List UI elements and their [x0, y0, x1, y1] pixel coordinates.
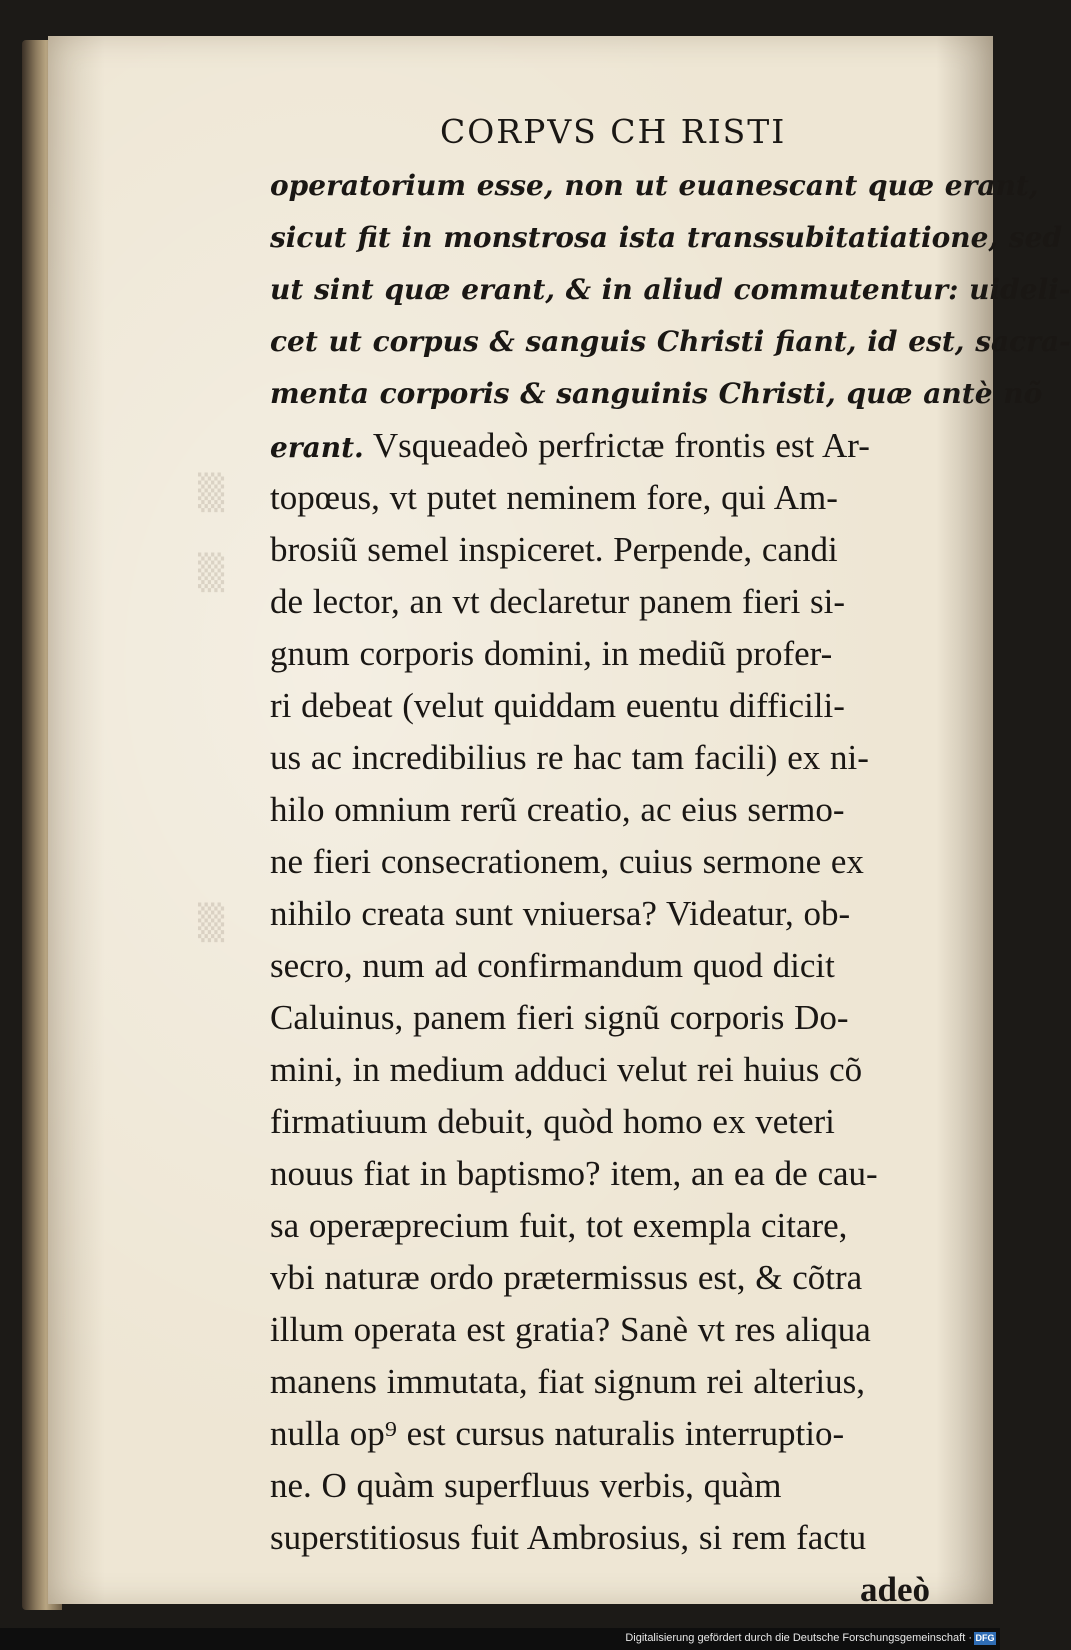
text-line: nouus fiat in baptismo? item, an ea de cau- — [270, 1154, 878, 1193]
text-line: ut sint quæ erant, & in aliud commutentur: uideli- — [270, 273, 1071, 306]
text-line: manens immutata, fiat signum rei alterius, — [270, 1362, 865, 1401]
text-line: mini, in medium adduci velut rei huius cõ — [270, 1050, 863, 1089]
bleed-through-mark: ▒ — [198, 553, 225, 593]
text-line: operatorium esse, non ut euanescant quæ erant, — [270, 169, 1039, 202]
bleed-through-mark: ▒ — [198, 473, 225, 513]
roman-fragment: Vsqueadeò perfrictæ frontis est Ar- — [363, 426, 870, 465]
text-line: firmatiuum debuit, quòd homo ex veteri — [270, 1102, 835, 1141]
text-line — [270, 420, 930, 472]
text-line: us ac incredibilius re hac tam facili) ex ni- — [270, 738, 869, 777]
text-line: ne fieri consecrationem, cuius sermone ex — [270, 842, 864, 881]
catchword: adeò — [860, 1570, 930, 1609]
text-line: de lector, an vt declaretur panem fieri si- — [270, 582, 846, 621]
text-line: illum operata est gratia? Sanè vt res aliqua — [270, 1310, 871, 1349]
text-line: nihilo creata sunt vniuersa? Videatur, ob- — [270, 894, 851, 933]
text-line: sicut fit in monstrosa ista transsubitatiatione, sed — [270, 221, 1063, 254]
text-line: topœus, vt putet neminem fore, qui Am- — [270, 478, 838, 517]
text-line: Caluinus, panem fieri signũ corporis Do- — [270, 998, 849, 1037]
text-line: superstitiosus fuit Ambrosius, si rem factu — [270, 1518, 867, 1557]
dfg-logo: DFG — [975, 1633, 995, 1643]
text-line: hilo omnium rerũ creatio, ac eius sermo- — [270, 790, 845, 829]
text-line: sa operæprecium fuit, tot exempla citare, — [270, 1206, 848, 1245]
running-head: CORPVS CH RISTI — [440, 112, 787, 151]
bleed-through-mark: ▒ — [198, 903, 225, 943]
text-line: menta corporis & sanguinis Christi, quæ antè nõ — [270, 377, 1043, 410]
italic-fragment: erant. — [270, 431, 364, 464]
text-line: vbi naturæ ordo prætermissus est, & cõtra — [270, 1258, 863, 1297]
text-line: ri debeat (velut quiddam euentu difficili- — [270, 686, 845, 725]
text-line: gnum corporis domini, in mediũ profer- — [270, 634, 833, 673]
text-line: brosiũ semel inspiceret. Perpende, candi — [270, 530, 838, 569]
funding-credit: Digitalisierung gefördert durch die Deutsche Forschungsgemeinschaft · — [625, 1632, 972, 1644]
text-line: ne. O quàm superfluus verbis, quàm — [270, 1466, 782, 1505]
text-line: secro, num ad confirmandum quod dicit — [270, 946, 835, 985]
body-text — [270, 160, 1071, 1616]
text-line: nulla op⁹ est cursus naturalis interruptio- — [270, 1414, 845, 1453]
text-line: cet ut corpus & sanguis Christi fiant, id est, sacra- — [270, 325, 1071, 358]
